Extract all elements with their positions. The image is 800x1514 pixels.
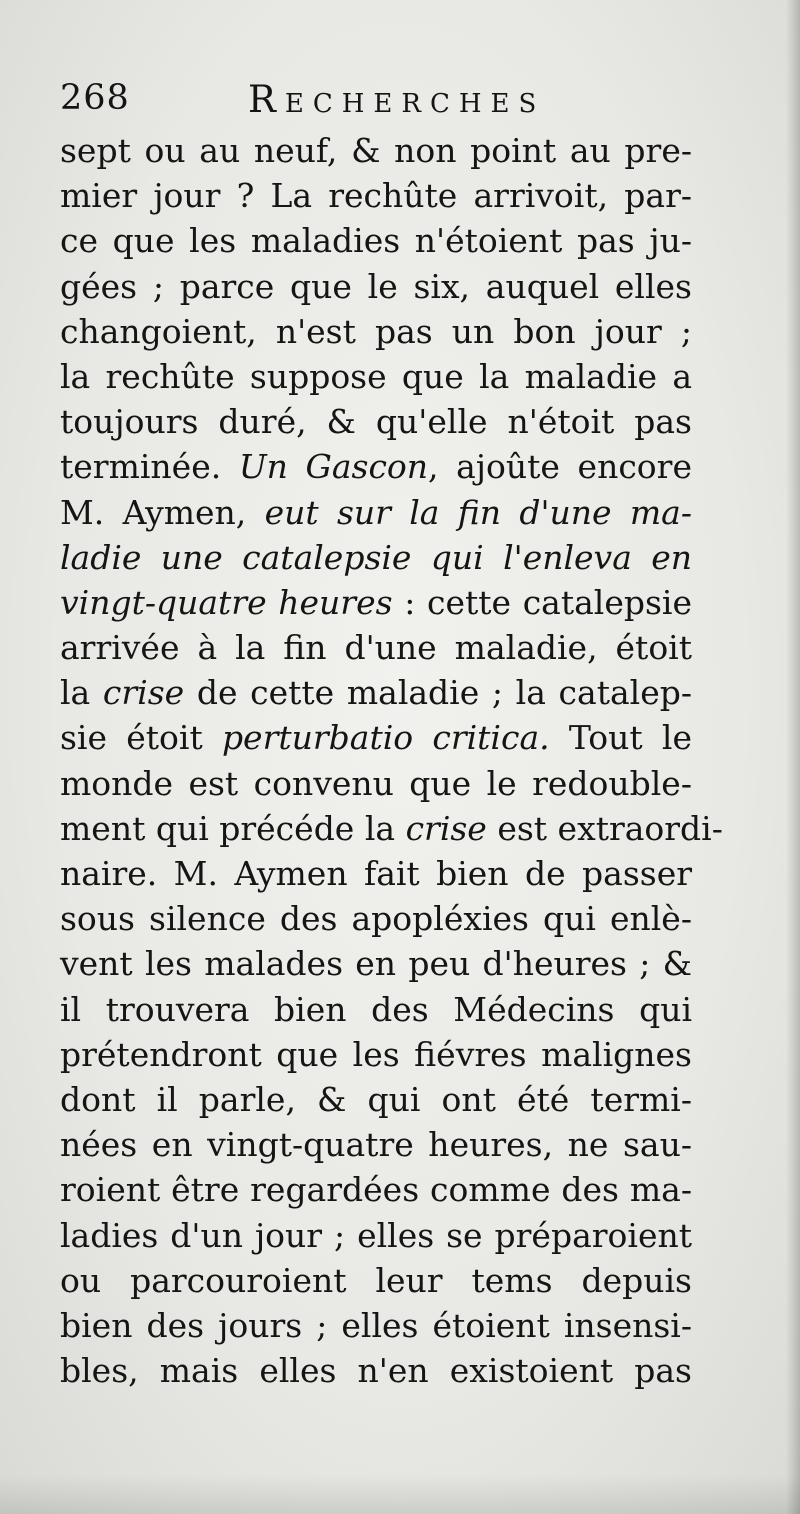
text-line [60, 941, 692, 986]
text-span: de cette maladie ; la catalep- [184, 673, 693, 713]
text-span: vent les malades en peu d'heures ; & [60, 944, 692, 984]
text-line [60, 354, 692, 399]
italic-text: crise [102, 673, 185, 713]
text-span: , ajoûte encore [428, 447, 692, 487]
text-line [60, 1303, 692, 1348]
text-span: sie étoit [60, 718, 222, 758]
text-span: sept ou au neuf, & non point au pre- [60, 131, 692, 170]
text-span: ladies d'un jour ; elles se préparoient [60, 1215, 692, 1255]
text-span: bien des jours ; elles étoient insensi- [60, 1305, 692, 1345]
text-span: ment qui précéde la [60, 808, 406, 848]
text-line [60, 580, 692, 625]
text-line [60, 309, 692, 354]
text-line [60, 1032, 692, 1077]
text-span: toujours duré, & qu'elle n'étoit pas [60, 402, 692, 442]
text-line [60, 1077, 692, 1122]
text-line [60, 444, 692, 489]
page-header [60, 72, 690, 124]
text-span: la rechûte suppose que la maladie a [60, 356, 692, 396]
text-line [60, 173, 692, 218]
text-line [60, 1213, 692, 1258]
text-line [60, 535, 692, 580]
text-line [60, 896, 692, 941]
text-span: Tout le [549, 718, 692, 758]
text-span: est extraordi- [486, 808, 723, 848]
page-bottom-shadow [0, 1474, 800, 1514]
text-span: prétendront que les fiévres malignes [60, 1034, 692, 1074]
text-line [60, 715, 692, 760]
text-span: dont il parle, & qui ont été termi- [60, 1079, 692, 1119]
page-number: 268 [60, 78, 130, 118]
text-span: mier jour ? La rechûte arrivoit, par- [60, 176, 692, 216]
text-span: ce que les maladies n'étoient pas ju- [60, 221, 692, 261]
text-line [60, 490, 692, 535]
page-edge-shadow [786, 0, 800, 1514]
text-line [60, 218, 692, 263]
text-span: la [60, 673, 103, 713]
italic-text: Un Gascon [238, 447, 429, 487]
text-line [60, 761, 692, 806]
italic-text: vingt-quatre heures [60, 582, 393, 622]
text-line [60, 399, 692, 444]
text-span: terminée. [60, 447, 239, 487]
text-span: monde est convenu que le redouble- [60, 763, 692, 803]
text-line [60, 806, 723, 851]
text-line [60, 1167, 692, 1212]
body-text [60, 128, 723, 1393]
text-span: changoient, n'est pas un bon jour ; [60, 311, 692, 351]
text-span: M. Aymen, [60, 492, 265, 532]
text-span: arrivée à la fin d'une maladie, étoit [60, 628, 692, 668]
text-line [60, 987, 692, 1032]
text-span: ou parcouroient leur tems depuis [60, 1260, 692, 1300]
text-line [60, 1258, 692, 1303]
text-line [60, 1348, 692, 1393]
text-span: naire. M. Aymen fait bien de passer [60, 854, 692, 893]
text-line [60, 1122, 692, 1167]
italic-text: ladie une catalepsie qui l'enleva en [60, 537, 692, 577]
text-span: il trouvera bien des Médecins qui [60, 989, 692, 1029]
italic-text: eut sur la fin d'une ma- [264, 492, 692, 532]
text-span: : cette catalepsie [392, 582, 693, 622]
italic-text: perturbatio critica. [221, 718, 550, 758]
text-line [60, 128, 692, 173]
running-head: Recherches [248, 78, 546, 121]
text-span: roient être regardées comme des ma- [60, 1170, 692, 1210]
text-span: sous silence des apopléxies qui enlè- [60, 899, 692, 939]
text-line [60, 264, 692, 309]
text-line [60, 670, 692, 715]
italic-text: crise [405, 808, 487, 848]
text-line [60, 625, 692, 670]
text-span: nées en vingt-quatre heures, ne sau- [60, 1125, 692, 1165]
text-span: bles, mais elles n'en existoient pas [60, 1351, 692, 1391]
text-line [60, 851, 692, 896]
text-span: gées ; parce que le six, auquel elles [60, 266, 692, 306]
